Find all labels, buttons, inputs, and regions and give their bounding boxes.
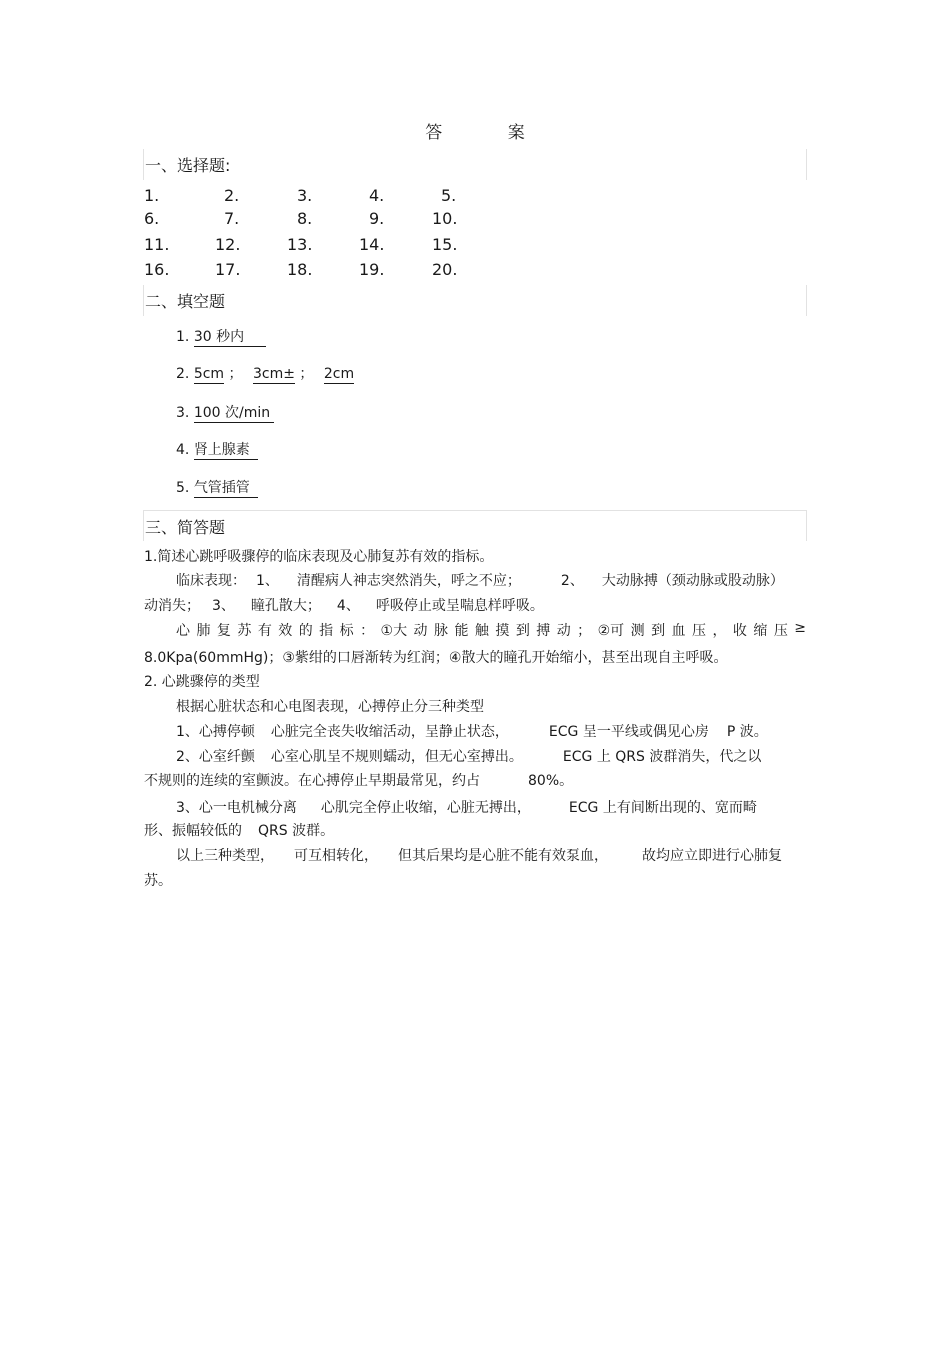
choice-number: 17. (215, 260, 241, 279)
choice-number: 5. (441, 186, 457, 205)
section-short-header (143, 510, 807, 541)
fill-number: 5. (176, 480, 190, 496)
text-line (176, 845, 806, 865)
text-span: 呼吸停止或呈喘息样呼吸。 (375, 598, 544, 614)
text-span: 但其后果均是心脏不能有效泵血， (398, 848, 608, 864)
text-span: 不规则的连续的室颤波。在心搏停止早期最常见，约占 (144, 773, 480, 789)
text-line (144, 595, 806, 615)
question-2-title: 2. 心跳骤停的类型 (144, 674, 260, 690)
fill-blank: 气管插管 (194, 480, 258, 498)
text-span: 3、 (212, 598, 235, 614)
text-span: 2、 (560, 573, 584, 589)
choice-number: 1. (144, 186, 160, 205)
fill-separator: ； (228, 366, 243, 382)
text-span: P 波。 (726, 724, 768, 740)
text-char: 动 (556, 623, 571, 639)
fill-answer-1 (176, 326, 266, 346)
choice-number: 4. (369, 186, 385, 205)
text-char: ， (712, 623, 727, 639)
text-char: 苏 (237, 623, 252, 639)
fill-answer-3 (176, 402, 274, 422)
text-char: 脉 (434, 623, 448, 639)
fill-blank: 100 次/min (194, 405, 274, 423)
section-title: 二、填空题 (145, 292, 226, 311)
text-line (176, 721, 806, 741)
text-char: ①大 (380, 623, 408, 639)
text-line (144, 820, 806, 840)
text-span: ECG 呈一平线或偶见心房 (548, 724, 709, 740)
fill-answer-2 (176, 363, 354, 383)
text-char: 触 (474, 623, 489, 639)
choice-number: 11. (144, 235, 170, 254)
section-choice-header (143, 149, 807, 180)
text-span: ECG 上 QRS 波群消失，代之以 (562, 749, 762, 765)
choice-row (144, 209, 464, 231)
text-char: 血 (671, 623, 686, 639)
question-1-title: 1.简述心跳呼吸骤停的临床表现及心肺复苏有效的指标。 (144, 549, 494, 565)
text-line: 根据心脏状态和心电图表现，心搏停止分三种类型 (176, 699, 484, 715)
choice-number: 7. (224, 209, 240, 228)
fill-blank: 肾上腺素 (194, 442, 258, 460)
text-span: 2、心室纤颤 (176, 749, 255, 765)
text-span: 大动脉搏（颈动脉或股动脉） (601, 573, 784, 589)
text-span: 心肌完全停止收缩，心脏无搏出， (320, 800, 531, 816)
choice-number: 19. (359, 260, 385, 279)
text-line: 苏。 (144, 873, 172, 889)
text-char: 复 (216, 623, 231, 639)
choice-number: 15. (432, 235, 458, 254)
choice-row (144, 186, 464, 208)
fill-blank: 2cm (323, 366, 355, 382)
text-char: 标 (339, 623, 354, 639)
text-char: 压 (692, 623, 706, 639)
text-char: 搏 (536, 623, 551, 639)
text-char: 到 (515, 623, 530, 639)
text-span: 临床表现： (176, 573, 246, 589)
text-char: 有 (257, 623, 272, 639)
text-span: 可互相转化， (294, 848, 378, 864)
text-span: 4、 (336, 598, 360, 614)
text-char: 压 (773, 623, 788, 639)
section-title: 三、简答题 (145, 518, 226, 537)
text-line (144, 770, 806, 790)
text-line (176, 570, 806, 590)
text-span: 清醒病人神志突然消失，呼之不应； (296, 573, 521, 589)
text-span: 以上三种类型， (176, 848, 274, 864)
text-span: 1、心搏停顿 (176, 724, 255, 740)
text-char: ≥ (794, 620, 806, 636)
text-span: 动消失； (144, 598, 200, 614)
choice-number: 20. (432, 260, 458, 279)
section-title: 一、选择题: (145, 156, 231, 175)
fill-number: 2. (176, 366, 190, 382)
text-span: 80%。 (528, 773, 574, 789)
fill-blank: 3cm± (252, 366, 295, 382)
text-char: 肺 (196, 623, 211, 639)
fill-number: 1. (176, 329, 190, 345)
text-char: 收 (732, 623, 747, 639)
text-char: 测 (630, 623, 645, 639)
text-char: ： (360, 623, 375, 639)
choice-number: 8. (297, 209, 313, 228)
text-span: 心脏完全丧失收缩活动，呈静止状态， (270, 724, 509, 740)
choice-number: 3. (297, 186, 313, 205)
choice-number: 14. (359, 235, 385, 254)
page-title: 答 案 (425, 123, 555, 143)
choice-number: 2. (224, 186, 240, 205)
text-char: 心 (176, 623, 190, 639)
choice-number: 18. (287, 260, 313, 279)
fill-number: 4. (176, 442, 190, 458)
text-char: 动 (413, 623, 428, 639)
text-char: 效 (278, 623, 293, 639)
fill-blank: 5cm (193, 366, 225, 382)
text-span: 故均应立即进行心肺复 (642, 848, 782, 864)
text-char: 缩 (753, 623, 768, 639)
text-line (176, 746, 806, 766)
text-char: 指 (319, 623, 334, 639)
text-char: ； (577, 623, 592, 639)
fill-answer-5 (176, 477, 258, 497)
text-line: 8.0Kpa(60mmHg)；③紫绀的口唇渐转为红润；④散大的瞳孔开始缩小，甚至出现自主呼吸。 (144, 650, 728, 666)
choice-number: 6. (144, 209, 160, 228)
text-span: 瞳孔散大； (250, 598, 321, 614)
text-line (176, 797, 806, 817)
text-span: 心室心肌呈不规则蠕动，但无心室搏出。 (270, 749, 523, 765)
text-span: ECG 上有间断出现的、宽而畸 (568, 800, 757, 816)
text-char: ②可 (597, 623, 625, 639)
text-char: 能 (454, 623, 469, 639)
choice-row (144, 260, 464, 282)
text-char: 摸 (495, 623, 510, 639)
text-span: 形、振幅较低的 (144, 823, 242, 839)
text-span: 1、 (256, 573, 279, 589)
choice-row (144, 235, 464, 257)
choice-number: 10. (432, 209, 458, 228)
choice-number: 12. (215, 235, 241, 254)
text-char: 到 (651, 623, 666, 639)
choice-number: 13. (287, 235, 313, 254)
fill-answer-4 (176, 439, 258, 459)
choice-number: 9. (369, 209, 385, 228)
choice-number: 16. (144, 260, 170, 279)
fill-separator: ； (299, 366, 314, 382)
text-char: 的 (298, 623, 313, 639)
text-span: QRS 波群。 (258, 823, 335, 839)
section-fill-header (143, 285, 807, 316)
text-line-justified (176, 620, 806, 640)
fill-number: 3. (176, 405, 190, 421)
text-span: 3、心一电机械分离 (176, 800, 297, 816)
fill-blank: 30 秒内 (194, 329, 266, 347)
